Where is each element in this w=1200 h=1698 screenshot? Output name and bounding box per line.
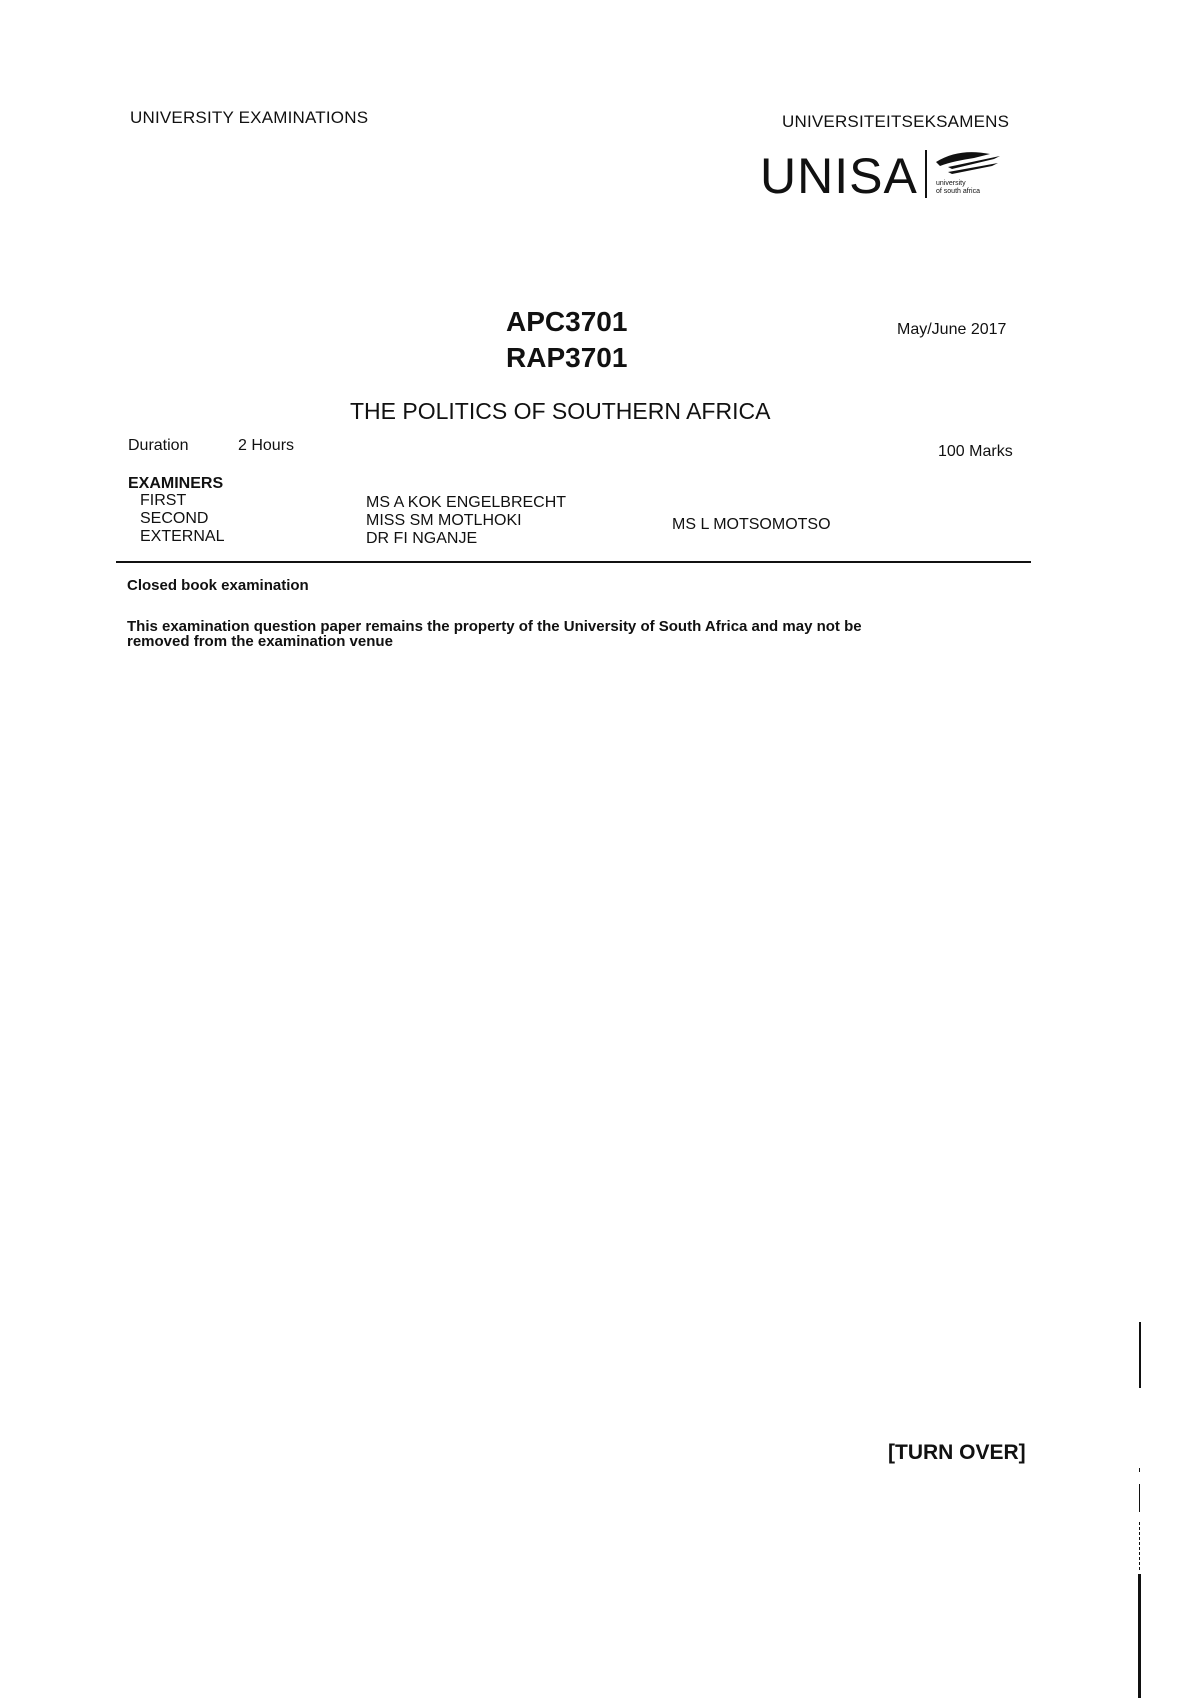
scan-edge-line-middle	[1139, 1484, 1140, 1512]
logo-bird-icon	[934, 150, 1004, 180]
logo-tagline-line-1: university	[936, 180, 966, 187]
scan-edge-line-lower	[1138, 1574, 1141, 1698]
property-note-line-2: removed from the examination venue	[127, 633, 393, 650]
turn-over-text: [TURN OVER]	[888, 1441, 1026, 1464]
examiner-name-second: MISS SM MOTLHOKI	[366, 512, 522, 529]
examiner-role-first: FIRST	[140, 492, 187, 509]
course-code-secondary: RAP3701	[506, 342, 628, 373]
exam-session: May/June 2017	[897, 321, 1007, 338]
examiner-role-second: SECOND	[140, 510, 209, 527]
duration-label: Duration	[128, 437, 189, 454]
logo-wordmark: UNISA	[760, 148, 918, 204]
scan-edge-line-upper	[1139, 1322, 1141, 1388]
total-marks: 100 Marks	[938, 443, 1013, 460]
scan-edge-dot	[1139, 1468, 1140, 1472]
closed-book-note: Closed book examination	[127, 577, 309, 594]
scan-edge-dashes	[1139, 1522, 1141, 1570]
header-left-text: UNIVERSITY EXAMINATIONS	[130, 108, 369, 127]
examiners-heading: EXAMINERS	[128, 475, 224, 492]
examiner-name-first: MS A KOK ENGELBRECHT	[366, 494, 567, 511]
course-code-primary: APC3701	[506, 306, 628, 337]
property-note-line-1: This examination question paper remains the property of the University of South Africa and may not be	[127, 618, 862, 635]
header-divider-rule	[116, 561, 1031, 563]
examiner-name-second-extra: MS L MOTSOMOTSO	[672, 516, 831, 533]
examiner-role-external: EXTERNAL	[140, 528, 225, 545]
examiner-name-external: DR FI NGANJE	[366, 530, 478, 547]
unisa-logo	[760, 146, 1020, 206]
logo-divider	[925, 150, 927, 198]
logo-tagline-line-2: of south africa	[936, 188, 980, 195]
logo-tagline	[936, 180, 980, 196]
header-right-text: UNIVERSITEITSEKSAMENS	[782, 112, 1010, 131]
paper-title: THE POLITICS OF SOUTHERN AFRICA	[350, 398, 771, 424]
duration-value: 2 Hours	[238, 437, 295, 454]
